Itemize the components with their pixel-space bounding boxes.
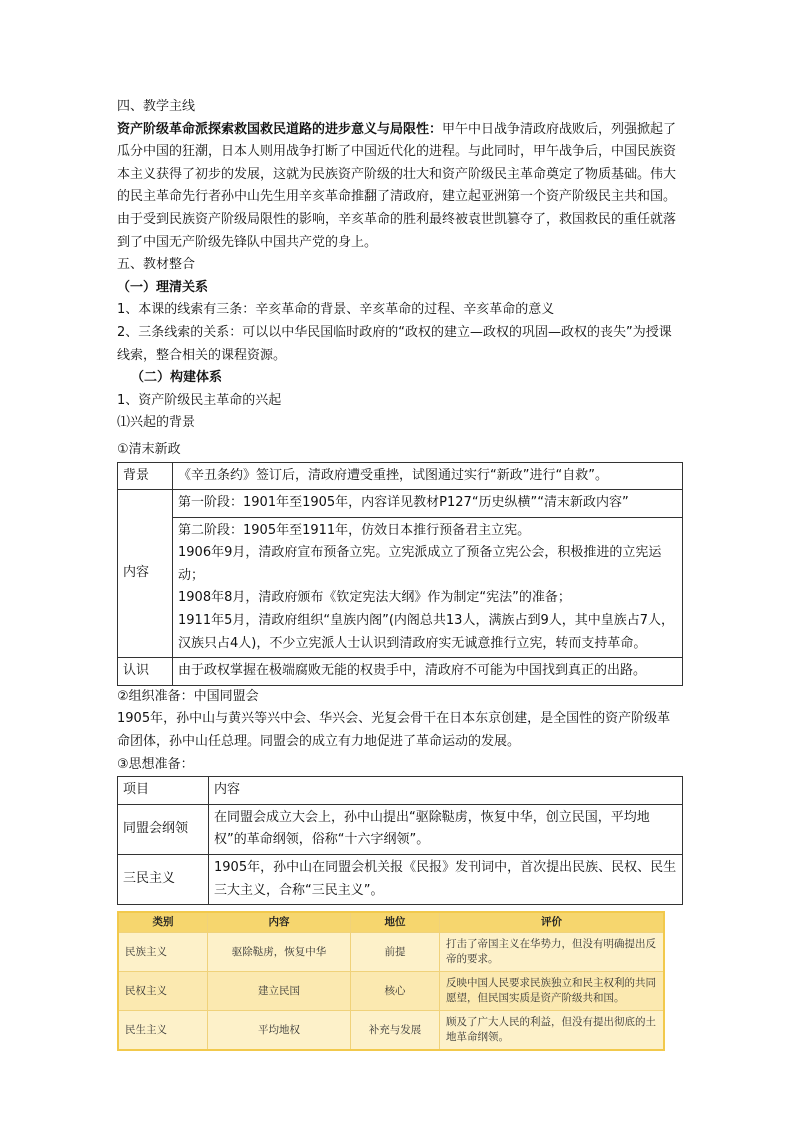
subsection-1-point-1: 1、本课的线索有三条：辛亥革命的背景、辛亥革命的过程、辛亥革命的意义 — [117, 302, 555, 318]
section-4-body: 甲午中日战争清政府战败后，列强掀起了瓜分中国的狂潮，日本人则用战争打断了中国近代化的进程。与此同时，甲午战争后，中国民族资本主义获得了初步的发展，这就为民族资产阶级的壮大和资产阶级民主革命奠定了物质基础。伟大的民主革命先行者孙中山先生用辛亥革命推翻了清政府，建立起亚洲第一个资产阶级民主共和国。由于受到民族资产阶级局限性的影响，辛亥革命的胜利最终被袁世凯篡夺了，救国救民的重任就落到了中国无产阶级先锋队中国共产党的身上。 — [117, 121, 677, 250]
row-content: 建立民国 — [208, 972, 351, 1011]
header-content: 内容 — [209, 777, 683, 805]
table-header-row — [118, 912, 664, 933]
subsection-2-point-2: ⑴兴起的背景 — [117, 415, 196, 431]
item-2-title: ②组织准备：中国同盟会 — [117, 688, 259, 704]
row-category: 民生主义 — [118, 1011, 208, 1051]
document-page — [117, 96, 683, 1051]
table-row — [118, 490, 683, 518]
section-4-paragraph — [117, 119, 683, 255]
row-label: 同盟会纲领 — [118, 804, 209, 854]
header-item: 项目 — [118, 777, 209, 805]
row-evaluation: 反映中国人民要求民族独立和民主权利的共同愿望，但民国实质是资产阶级共和国。 — [440, 972, 665, 1011]
subsection-2-point-1: 1、资产阶级民主革命的兴起 — [117, 392, 282, 408]
stage-2-line-2: 1906年9月，清政府宣布预备立宪。立宪派成立了预备立宪公会，积极推进的立宪运动； — [178, 545, 662, 583]
table-row — [118, 972, 664, 1011]
stage-2-line-1: 第二阶段：1905年至1911年，仿效日本推行预备君主立宪。 — [178, 522, 531, 538]
item-1-title: ①清末新政 — [117, 441, 181, 457]
row-category: 民权主义 — [118, 972, 208, 1011]
section-4-bold-lead: 资产阶级革命派探索救国救民道路的进步意义与局限性： — [117, 121, 443, 137]
stage-2-line-4: 1911年5月，清政府组织“皇族内阁”(内阁总共13人，满族占到9人，其中皇族占7人，汉族只占4人)，不少立宪派人士认识到清政府实无诚意推行立宪，转而支持革命。 — [178, 613, 674, 651]
row-evaluation: 打击了帝国主义在华势力，但没有明确提出反帝的要求。 — [440, 933, 665, 972]
table-row — [118, 855, 683, 905]
table-row — [118, 804, 683, 854]
stage-1-text: 第一阶段：1901年至1905年，内容详见教材P127“历史纵横”“清末新政内容” — [173, 490, 683, 518]
late-qing-reform-table — [117, 462, 683, 686]
background-text: 《辛丑条约》签订后，清政府遭受重挫，试图通过实行“新政”进行“自救”。 — [173, 462, 683, 490]
item-3-title: ③思想准备： — [117, 756, 194, 772]
three-principles-table — [117, 911, 665, 1051]
subsection-1-title: （一）理清关系 — [117, 279, 209, 295]
header-category: 类别 — [118, 912, 208, 933]
background-label: 背景 — [118, 462, 173, 490]
row-evaluation: 顾及了广大人民的利益，但没有提出彻底的土地革命纲领。 — [440, 1011, 665, 1051]
section-4-title: 四、教学主线 — [117, 99, 196, 114]
row-status: 前提 — [351, 933, 440, 972]
header-content: 内容 — [208, 912, 351, 933]
row-content: 驱除鞑虏，恢复中华 — [208, 933, 351, 972]
table-row — [118, 462, 683, 490]
subsection-1-point-2: 2、三条线索的关系：可以以中华民国临时政府的“政权的建立—政权的巩固—政权的丧失”为授课线索，整合相关的课程资源。 — [117, 324, 672, 363]
table-header-row — [118, 777, 683, 805]
section-5-title: 五、教材整合 — [117, 257, 196, 273]
subsection-2-title: （二）构建体系 — [131, 370, 223, 386]
ideology-table — [117, 776, 683, 905]
table-row — [118, 658, 683, 686]
row-content: 平均地权 — [208, 1011, 351, 1051]
content-label: 内容 — [118, 490, 173, 658]
header-status: 地位 — [351, 912, 440, 933]
row-category: 民族主义 — [118, 933, 208, 972]
table-row — [118, 1011, 664, 1051]
row-label: 三民主义 — [118, 855, 209, 905]
row-text: 在同盟会成立大会上，孙中山提出“驱除鞑虏，恢复中华，创立民国，平均地权”的革命纲领，俗称“十六字纲领”。 — [209, 804, 683, 854]
row-status: 补充与发展 — [351, 1011, 440, 1051]
row-text: 1905年，孙中山在同盟会机关报《民报》发刊词中，首次提出民族、民权、民生三大主义，合称“三民主义”。 — [209, 855, 683, 905]
table-row — [118, 517, 683, 658]
stage-2-line-3: 1908年8月，清政府颁布《钦定宪法大纲》作为制定“宪法”的准备； — [178, 590, 571, 606]
view-label: 认识 — [118, 658, 173, 686]
stage-2-cell — [173, 517, 683, 658]
row-status: 核心 — [351, 972, 440, 1011]
header-evaluation: 评价 — [440, 912, 665, 933]
view-text: 由于政权掌握在极端腐败无能的权贵手中，清政府不可能为中国找到真正的出路。 — [173, 658, 683, 686]
table-row — [118, 933, 664, 972]
item-2-body: 1905年，孙中山与黄兴等兴中会、华兴会、光复会骨干在日本东京创建，是全国性的资产阶级革命团体，孙中山任总理。同盟会的成立有力地促进了革命运动的发展。 — [117, 711, 671, 750]
